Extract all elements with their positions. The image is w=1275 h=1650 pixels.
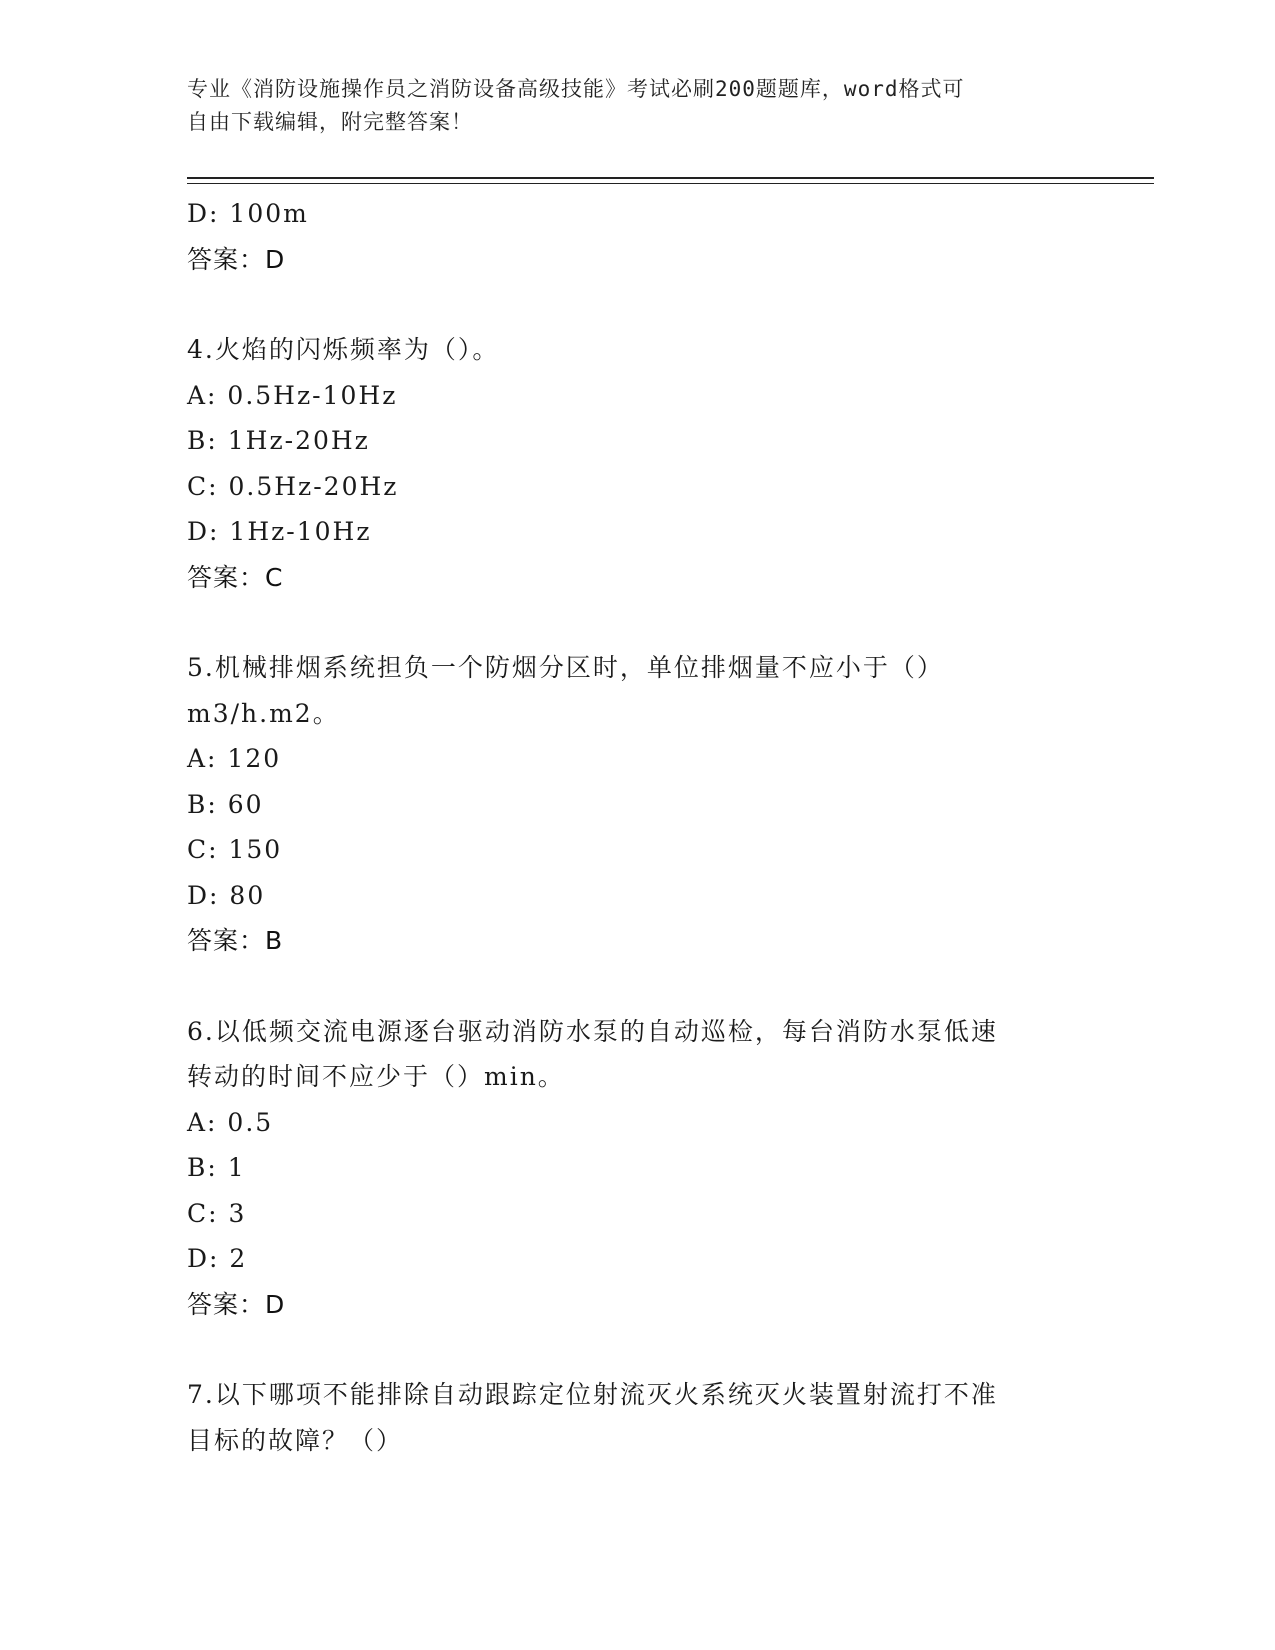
option-b: B: 60 [187,789,264,819]
answer: 答案：B [187,926,284,955]
question-stem: 6.以低频交流电源逐台驱动消防水泵的自动巡检，每台消防水泵低速 [187,1016,998,1046]
question-stem: 5.机械排烟系统担负一个防烟分区时，单位排烟量不应小于（） [187,653,944,682]
question-stem: 7.以下哪项不能排除自动跟踪定位射流灭火系统灭火装置射流打不准 [187,1380,998,1409]
option-c: C: 0.5Hz-20Hz [187,471,399,501]
answer: 答案：C [187,562,284,592]
option-d: D: 80 [187,880,266,910]
document-header [187,73,1067,139]
option-a: A: 0.5 [187,1107,274,1137]
option-c: C: 3 [187,1198,247,1228]
question-stem-continued: m3/h.m2。 [187,698,340,728]
option-c: C: 150 [187,835,283,864]
option-a: A: 0.5Hz-10Hz [187,380,398,410]
option-a: A: 120 [187,744,282,773]
option-b: B: 1Hz-20Hz [187,426,370,455]
question-4 [187,327,1087,600]
header-divider-thin [187,183,1154,184]
header-line-2: 自由下载编辑，附完整答案！ [187,110,473,134]
answer: 答案：D [187,244,286,274]
question-stem: 4.火焰的闪烁频率为（）。 [187,335,500,364]
question-list [187,191,1087,1463]
question-stem-continued: 目标的故障？（） [187,1425,404,1455]
option-b: B: 1 [187,1153,246,1182]
question-6 [187,1009,1087,1328]
option-d: D: 100m [187,199,309,228]
option-d: D: 1Hz-10Hz [187,517,372,546]
header-line-1: 专业《消防设施操作员之消防设备高级技能》考试必刷200题题库，word格式可 [187,77,965,101]
option-d: D: 2 [187,1244,248,1273]
question-stem-continued: 转动的时间不应少于（）min。 [187,1062,565,1091]
question-5 [187,645,1087,964]
header-divider-thick [187,177,1154,179]
question-7 [187,1372,1087,1463]
answer: 答案：D [187,1289,286,1319]
